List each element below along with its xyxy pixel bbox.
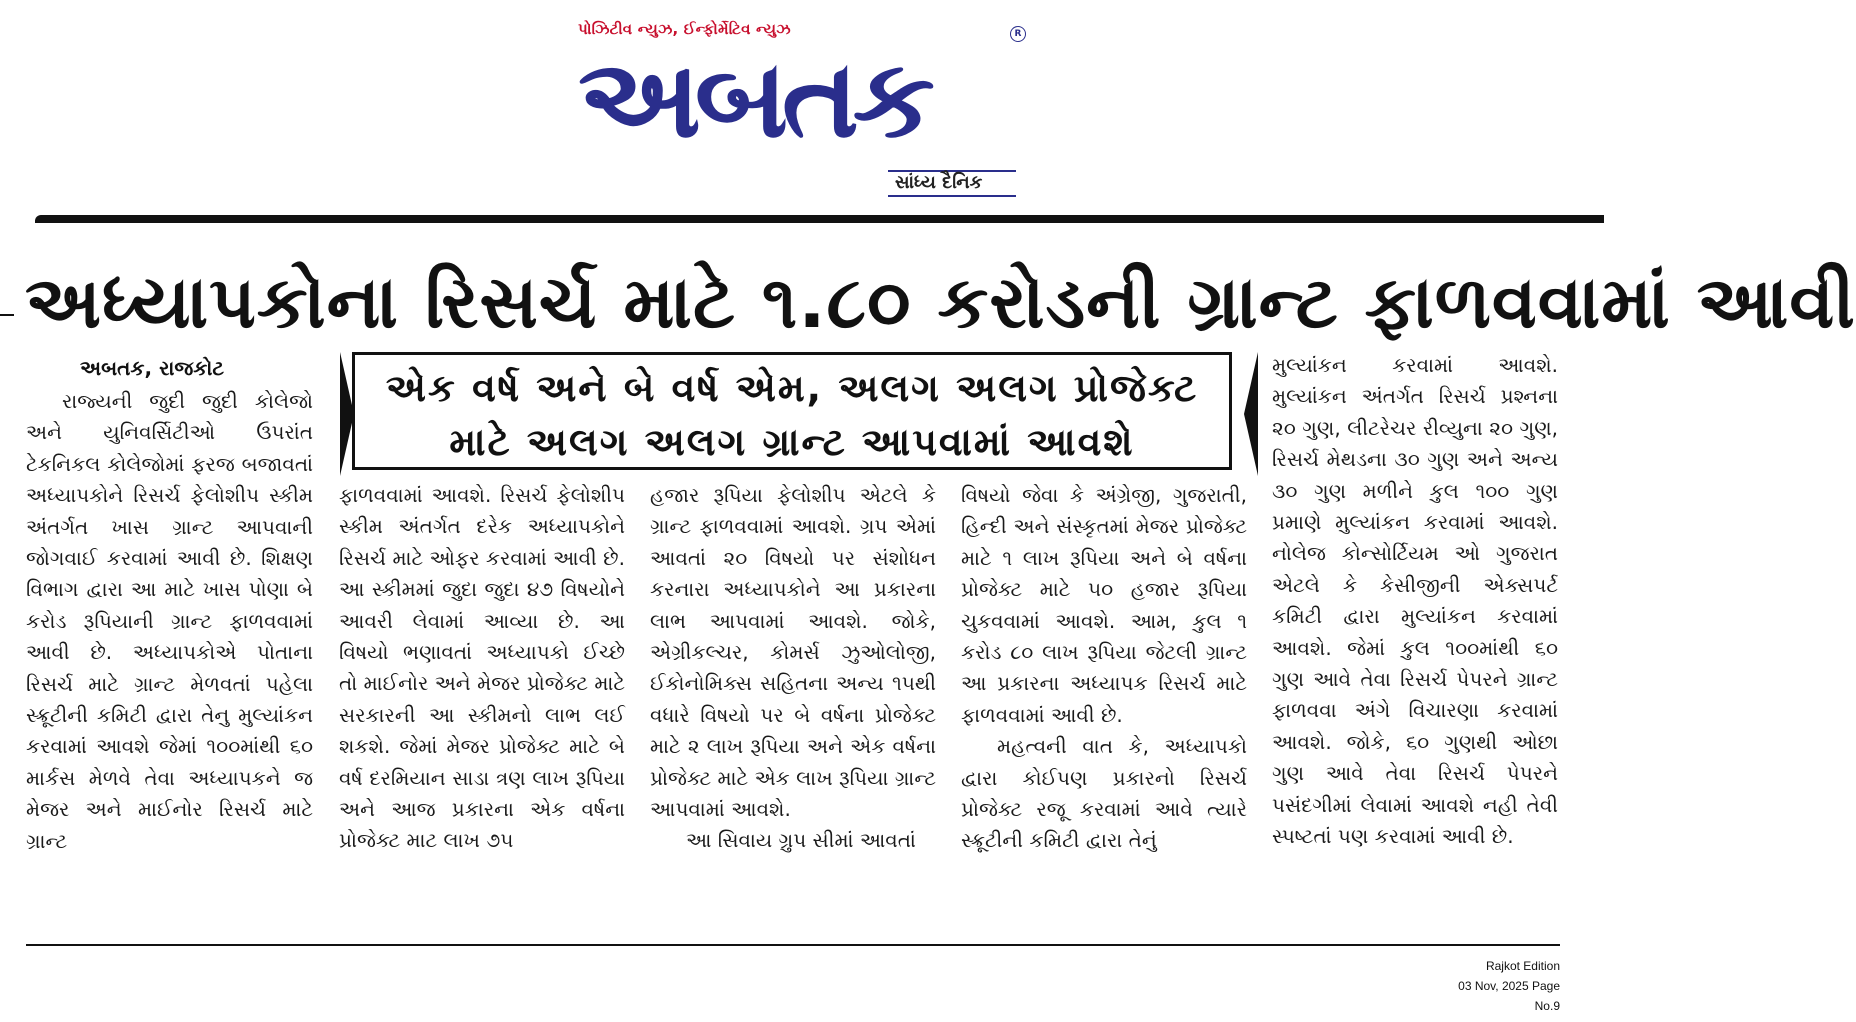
subheadline-line-2: માટે અલગ અલગ ગ્રાન્ટ આપવામાં આવશે	[449, 420, 1135, 464]
article-bottom-rule	[26, 944, 1560, 946]
article-column-5	[1272, 350, 1558, 853]
column-3-paragraph-1: હજાર રૂપિયા ફેલોશીપ એટલે કે ગ્રાન્ટ ફાળવવામાં આવશે. ગ્રપ એમાં આવતાં ૨૦ વિષયો પર સંશોધન કરનારા અધ્યાપકોને આ પ્રકારના લાભ આપવામાં આવશે. જોકે, એગ્રીકલ્ચર, કોમર્સ ઝુઓલોજી, ઈકોનોમિક્સ સહિતના અન્ય ૧૫થી વધારે વિષયો પર બે વર્ષના પ્રોજેક્ટ માટે ૨ લાખ રૂપિયા અને એક વર્ષના પ્રોજેક્ટ માટે એક લાખ રૂપિયા ગ્રાન્ટ આપવામાં આવશે.	[650, 483, 936, 822]
article-column-4	[961, 480, 1247, 857]
article-dateline: અબતક, રાજકોટ	[80, 356, 225, 380]
column-1-text: રાજ્યની જુદી જુદી કોલેજો અને યુનિવર્સિટીઓ ઉપરાંત ટેકનિકલ કોલેજોમાં ફરજ બજાવતાં અધ્યાપકોને રિસર્ચ ફેલોશીપ સ્કીમ અંતર્ગત ખાસ ગ્રાન્ટ આપવાની જોગવાઈ કરવામાં આવી છે. શિક્ષણ વિભાગ દ્વારા આ માટે ખાસ પોણા બે કરોડ રૂપિયાની ગ્રાન્ટ ફાળવવામાં આવી છે. અધ્યાપકોએ પોતાના રિસર્ચ માટે ગ્રાન્ટ મેળવતાં પહેલા સ્ક્રૂટીની કમિટી દ્વારા તેનુ મુલ્યાંકન કરવામાં આવશે જેમાં ૧૦૦માંથી ૬૦ માર્કસ મેળવે તેવા અધ્યાપકને જ મેજર અને માઈનોર રિસર્ચ માટે ગ્રાન્ટ	[26, 389, 313, 853]
article-column-3	[650, 480, 936, 857]
column-4-paragraph-2: મહત્વની વાત કે, અધ્યાપકો દ્વારા કોઈપણ પ્રકારનો રિસર્ચ પ્રોજેક્ટ રજૂ કરવામાં આવે ત્યારે સ્ક્રૂટીની કમિટી દ્વારા તેનું	[961, 734, 1247, 853]
subheadline-bracket-right	[1244, 352, 1258, 476]
column-2-text: ફાળવવામાં આવશે. રિસર્ચ ફેલોશીપ સ્કીમ અંતર્ગત દરેક અધ્યાપકોને રિસર્ચ માટે ઓફર કરવામાં આવી છે. આ સ્કીમમાં જુદા જુદા ૪૭ વિષયોને આવરી લેવામાં આવ્યા છે. આ વિષયો ભણાવતાં અધ્યાપકો ઈચ્છે તો માઈનોર અને મેજર પ્રોજેક્ટ માટે સરકારની આ સ્કીમનો લાભ લઈ શકશે. જેમાં મેજર પ્રોજેક્ટ માટે બે વર્ષ દરમિયાન સાડા ત્રણ લાખ રૂપિયા અને આજ પ્રકારના એક વર્ષના પ્રોજેક્ટ માટ લાખ ૭૫	[339, 483, 625, 853]
article-column-2	[339, 480, 625, 857]
article-headline: અધ્યાપકોના રિસર્ચ માટે ૧.૮૦ કરોડની ગ્રાન્ટ ફાળવવામાં આવી	[25, 260, 1856, 344]
masthead-subtitle: સાંધ્ય દૈનિક	[895, 172, 983, 193]
margin-marker	[0, 314, 14, 316]
edition-info	[1440, 956, 1560, 1016]
article-subheadline	[352, 352, 1232, 470]
column-3-paragraph-2: આ સિવાય ગ્રુપ સીમાં આવતાં	[686, 828, 916, 853]
article-column-1	[26, 386, 313, 857]
newspaper-logo: અબતક	[578, 37, 929, 162]
column-4-paragraph-1: વિષયો જેવા કે અંગ્રેજી, ગુજરાતી, હિન્દી અને સંસ્કૃતમાં મેજર પ્રોજેક્ટ માટે ૧ લાખ રૂપિયા અને બે વર્ષના પ્રોજેક્ટ માટે ૫૦ હજાર રૂપિયા ચુકવવામાં આવશે. આમ, કુલ ૧ કરોડ ૮૦ લાખ રૂપિયા જેટલી ગ્રાન્ટ આ પ્રકારના અધ્યાપક રિસર્ચ માટે ફાળવવામાં આવી છે.	[961, 483, 1247, 727]
registered-mark-icon: R	[1010, 26, 1026, 42]
column-5-text: મુલ્યાંકન કરવામાં આવશે. મુલ્યાંકન અંતર્ગત રિસર્ચ પ્રશ્નના ૨૦ ગુણ, લીટરેચર રીવ્યુના ૨૦ ગુણ, રિસર્ચ મેથડના ૩૦ ગુણ અને અન્ય ૩૦ ગુણ મળીને કુલ ૧૦૦ ગુણ પ્રમાણે મુલ્યાંકન કરવામાં આવશે. નોલેજ કોન્સોર્ટિયમ ઓ ગુજરાત એટલે કે કેસીજીની એક્સપર્ટ કમિટી દ્વારા મુલ્યાંકન કરવામાં આવશે. જેમાં કુલ ૧૦૦માંથી ૬૦ ગુણ આવે તેવા રિસર્ચ પેપરને ગ્રાન્ટ ફાળવવા અંગે વિચારણા કરવામાં આવશે. જોકે, ૬૦ ગુણથી ઓછા ગુણ આવે તેવા રિસર્ચ પેપરને પસંદગીમાં લેવામાં આવશે નહી તેવી સ્પષ્ટતાં પણ કરવામાં આવી છે.	[1272, 353, 1558, 849]
masthead-tagline: પોઝિટીવ ન્યુઝ, ઈન્ફોર્મેટિવ ન્યુઝ	[578, 20, 791, 38]
header-rule	[35, 215, 1604, 223]
logo-divider-bottom	[888, 195, 1016, 197]
edition-name: Rajkot Edition	[1485, 959, 1560, 973]
subheadline-line-1: એક વર્ષ અને બે વર્ષ એમ, અલગ અલગ પ્રોજેક્ટ	[385, 366, 1199, 410]
edition-date-page: 03 Nov, 2025 Page No.9	[1458, 979, 1560, 1013]
